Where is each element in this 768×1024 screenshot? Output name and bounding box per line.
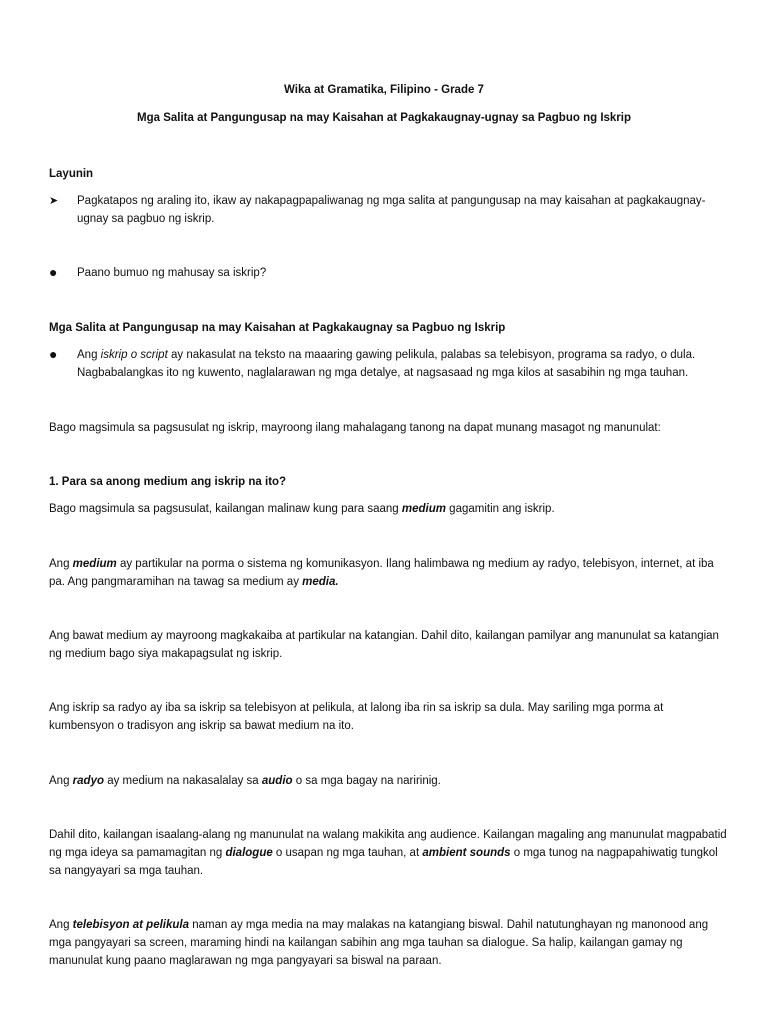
layunin-heading: Layunin xyxy=(49,168,94,180)
definition-text: Ang iskrip o script ay nakasulat na teksto na maaaring gawing pelikula, palabas sa telebisyon, programa sa radyo, o dula. Nagbabalangkas ito ng kuwento, naglalarawan ng mga detalye, at nagsasaad ng mga kilos at sasabihin ng mga tauhan. xyxy=(77,349,696,379)
round-bullet-icon: ● xyxy=(49,264,58,280)
paragraph-medium-clarity: Bago magsimula sa pagsusulat, kailangan malinaw kung para saang medium gagamitin ang iskrip. xyxy=(49,503,555,515)
question-text: Paano bumuo ng mahusay sa iskrip? xyxy=(77,267,267,279)
arrow-bullet-icon: ➤ xyxy=(49,195,59,207)
intro-paragraph: Bago magsimula sa pagsusulat ng iskrip, mayroong ilang mahalagang tanong na dapat munang masagot ng manunulat: xyxy=(49,422,661,434)
round-bullet-icon: ● xyxy=(49,346,58,362)
paragraph-radio-writing: Dahil dito, kailangan isaalang-alang ng manunulat na walang makikita ang audience. Kailangan magaling ang manunulat magpabatid ng mga ideya sa pamamagitan ng dialogue o usapan ng mga tauhan, at ambient sounds o mga tunog na nagpapahiwatig tungkol sa nangyayari sa mga tauhan. xyxy=(49,829,727,877)
question-1-heading: 1. Para sa anong medium ang iskrip na ito? xyxy=(49,476,287,488)
document-subtitle: Mga Salita at Pangungusap na may Kaisahan at Pagkakaugnay-ugnay sa Pagbuo ng Iskrip xyxy=(137,112,631,124)
paragraph-medium-definition: Ang medium ay partikular na porma o sistema ng komunikasyon. Ilang halimbawa ng medium ay radyo, telebisyon, internet, at iba pa. Ang pangmaramihan na tawag sa medium ay media. xyxy=(49,558,714,588)
paragraph-radio: Ang radyo ay medium na nakasalalay sa audio o sa mga bagay na naririnig. xyxy=(49,775,441,787)
section-heading: Mga Salita at Pangungusap na may Kaisahan at Pagkakaugnay sa Pagbuo ng Iskrip xyxy=(49,322,506,334)
paragraph-tv-film: Ang telebisyon at pelikula naman ay mga media na may malakas na katangiang biswal. Dahil natutunghayan ng manonood ang mga pangyayari sa screen, maraming hindi na kailangan sabihin ang mga tauhan sa dialogue. Sa halip, kailangan gamay ng manunulat kung paano maglarawan ng mga pangyayari sa biswal na paraan. xyxy=(49,919,709,967)
paragraph-script-forms: Ang iskrip sa radyo ay iba sa iskrip sa telebisyon at pelikula, at lalong iba rin sa iskrip sa dula. May sariling mga porma at kumbensyon o tradisyon ang iskrip sa bawat medium na ito. xyxy=(49,702,664,732)
paragraph-medium-characteristics: Ang bawat medium ay mayroong magkakaiba at partikular na katangian. Dahil dito, kailangan pamilyar ang manunulat sa katangian ng medium bago siya makapagsulat ng iskrip. xyxy=(49,630,719,660)
objective-text: Pagkatapos ng araling ito, ikaw ay nakapagpapaliwanag ng mga salita at pangungusap na may kaisahan at pagkakaugnay-ugnay sa pagbuo ng iskrip. xyxy=(77,195,706,225)
document-title: Wika at Gramatika, Filipino - Grade 7 xyxy=(284,84,484,96)
